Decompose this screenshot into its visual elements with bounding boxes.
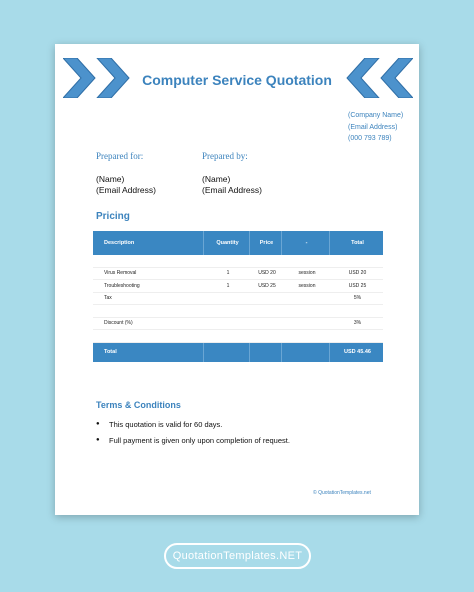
prepared-by-details <box>202 174 262 195</box>
table-cell: session <box>298 270 316 277</box>
total-label: Total <box>93 343 204 362</box>
column-header: Total <box>351 240 364 246</box>
total-value: USD 45.46 <box>344 349 371 355</box>
table-row <box>93 318 383 331</box>
table-row <box>93 305 383 318</box>
table-cell: 1 <box>226 270 230 277</box>
table-row <box>93 268 383 281</box>
table-cell: session <box>298 282 316 289</box>
prepared-for-details <box>96 174 156 195</box>
table-cell: Tax <box>104 295 112 302</box>
column-header: - <box>282 231 330 255</box>
table-cell: Discount (%) <box>104 320 133 327</box>
table-row <box>93 293 383 306</box>
column-header: Price <box>250 231 282 255</box>
pricing-table <box>93 231 383 362</box>
quotation-document <box>55 44 419 515</box>
company-phone: (000 793 789) <box>348 135 392 142</box>
prepared-for-email: (Email Address) <box>96 184 156 195</box>
table-row <box>93 255 383 268</box>
table-cell: Virus Removal <box>104 270 137 277</box>
terms-list <box>96 420 290 452</box>
table-cell <box>250 343 282 362</box>
column-header: Description <box>93 231 204 255</box>
terms-item: ● This quotation is valid for 60 days. <box>96 420 290 429</box>
prepared-for-label: Prepared for: <box>96 151 144 161</box>
table-cell: 5% <box>353 295 362 302</box>
table-cell <box>282 343 330 362</box>
prepared-for-name: (Name) <box>96 174 125 184</box>
table-cell: USD 25 <box>348 282 367 289</box>
document-title: Computer Service Quotation <box>142 72 332 88</box>
terms-item: ● Full payment is given only upon completion of request. <box>96 436 290 445</box>
prepared-by-label: Prepared by: <box>202 151 248 161</box>
table-cell: Troubleshooting <box>104 282 140 289</box>
table-cell: USD 20 <box>258 270 276 277</box>
table-row <box>93 280 383 293</box>
prepared-by-email: (Email Address) <box>202 184 262 195</box>
footer-website-link[interactable]: © QuotationTemplates.net <box>313 490 371 496</box>
table-cell: 3% <box>353 320 362 327</box>
double-chevron-left-icon <box>341 58 413 98</box>
table-body <box>93 255 383 343</box>
table-row <box>93 330 383 343</box>
table-cell: USD 20 <box>348 270 367 277</box>
table-cell: 1 <box>226 282 230 289</box>
terms-heading: Terms & Conditions <box>96 400 181 410</box>
table-total-row <box>93 343 383 362</box>
table-cell: USD 25 <box>258 282 276 289</box>
prepared-by-name: (Name) <box>202 174 231 184</box>
column-header: Quantity <box>204 231 250 255</box>
brand-badge[interactable]: QuotationTemplates.NET <box>164 543 311 569</box>
pricing-heading: Pricing <box>96 211 130 222</box>
company-info <box>348 110 403 145</box>
table-header-row <box>93 231 383 255</box>
table-cell <box>204 343 250 362</box>
company-email: (Email Address) <box>348 123 398 131</box>
company-name: (Company Name) <box>348 112 404 119</box>
